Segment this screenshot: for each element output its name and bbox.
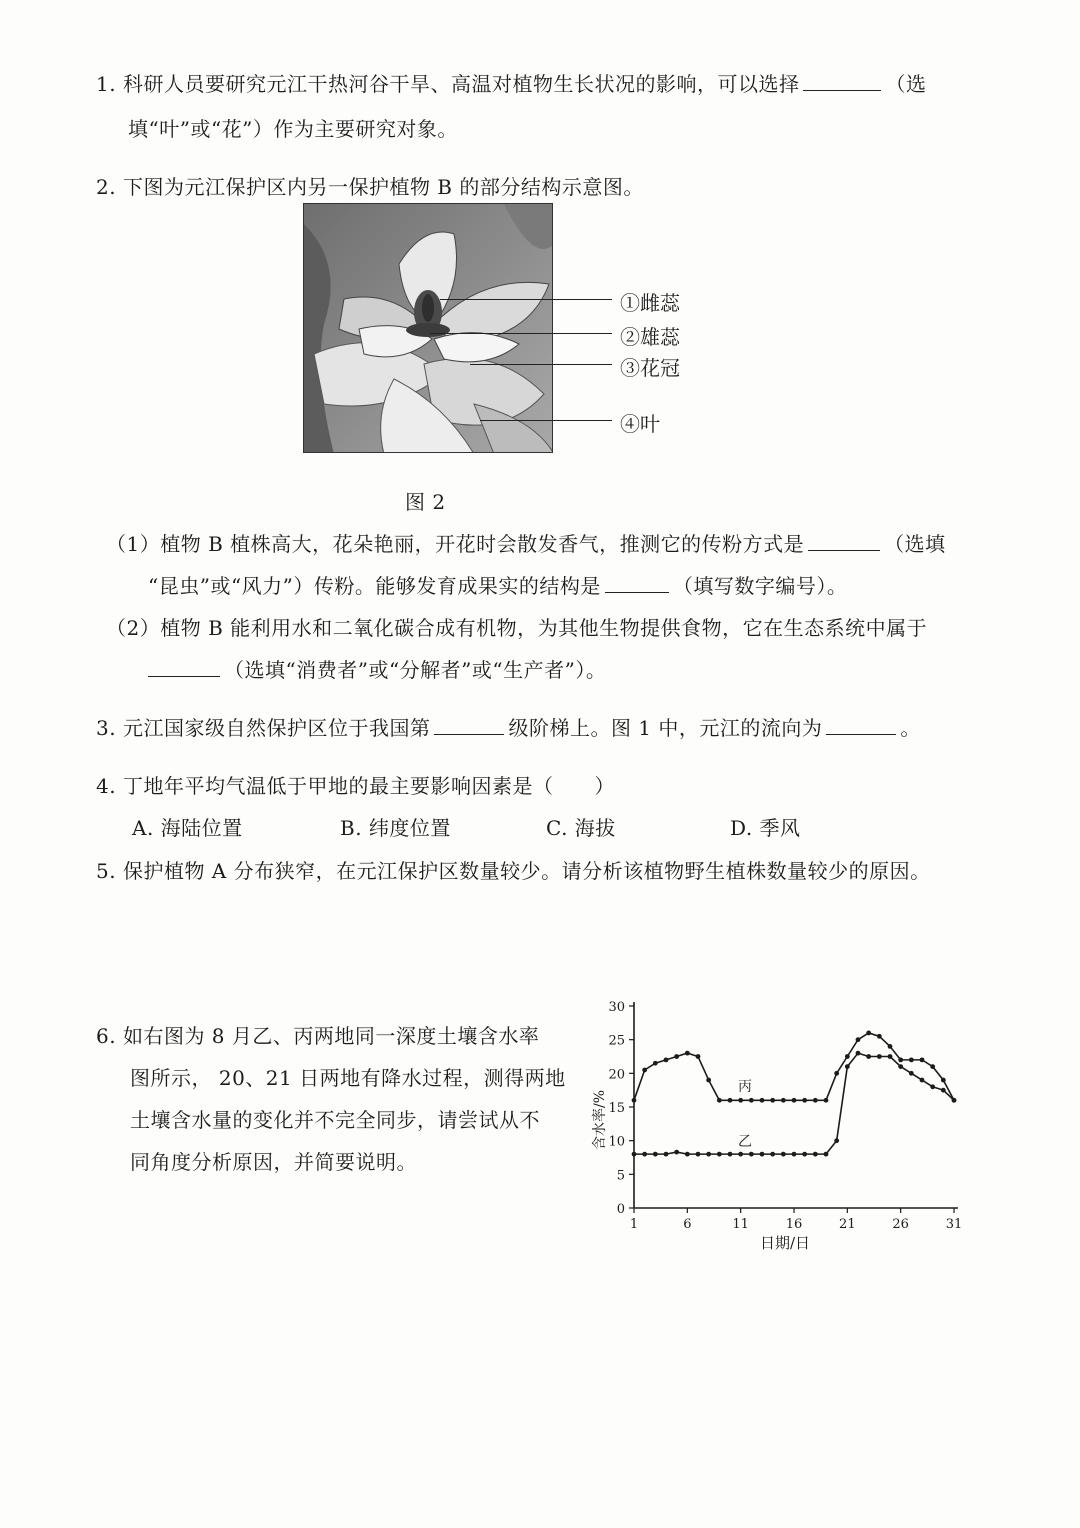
answer-blank[interactable] <box>434 716 504 735</box>
data-point-bing <box>834 1071 839 1076</box>
answer-blank[interactable] <box>808 532 880 551</box>
data-point-bing <box>696 1054 701 1059</box>
q6-line2: 图所示， 20、21 日两地有降水过程，测得两地 <box>130 1066 566 1090</box>
figure-caption: 图 2 <box>405 490 446 514</box>
data-point-yi <box>685 1152 690 1157</box>
data-point-bing <box>909 1057 914 1062</box>
data-point-bing <box>877 1034 882 1039</box>
data-point-bing <box>642 1068 647 1073</box>
x-tick-label: 16 <box>785 1217 803 1232</box>
data-point-bing <box>632 1098 637 1103</box>
q6-line4: 同角度分析原因，并简要说明。 <box>130 1150 417 1174</box>
data-point-yi <box>941 1088 946 1093</box>
data-point-bing <box>664 1057 669 1062</box>
answer-blank[interactable] <box>148 658 220 677</box>
series-line-yi <box>634 1053 954 1154</box>
data-point-bing <box>653 1061 658 1066</box>
data-point-bing <box>706 1078 711 1083</box>
data-point-yi <box>813 1152 818 1157</box>
data-point-bing <box>930 1064 935 1069</box>
q3-line: 3. 元江国家级自然保护区位于我国第 级阶梯上。图 1 中，元江的流向为 。 <box>96 716 921 740</box>
data-point-yi <box>696 1152 701 1157</box>
answer-blank[interactable] <box>826 716 896 735</box>
data-point-bing <box>738 1098 743 1103</box>
q2-sub2-line1: （2）植物 B 能利用水和二氧化碳合成有机物，为其他生物提供食物，它在生态系统中属于 <box>106 616 928 640</box>
q2-sub2-line2: （选填“消费者”或“分解者”或“生产者”）。 <box>148 654 606 683</box>
label-corolla: ③花冠 <box>620 356 680 380</box>
data-point-yi <box>706 1152 711 1157</box>
data-point-yi <box>930 1084 935 1089</box>
data-point-bing <box>792 1098 797 1103</box>
leader-line-leaf <box>480 420 612 421</box>
data-point-yi <box>920 1078 925 1083</box>
data-point-yi <box>845 1064 850 1069</box>
q4-stem: 4. 丁地年平均气温低于甲地的最主要影响因素是（ ） <box>96 774 615 798</box>
y-axis-label: 含水率/% <box>592 1089 608 1151</box>
label-stamen: ②雄蕊 <box>620 325 680 349</box>
soil-moisture-chart <box>578 992 978 1262</box>
q2-sub1-line2: “昆虫”或“风力”）传粉。能够发育成果实的结构是 （填写数字编号）。 <box>148 574 848 598</box>
data-point-yi <box>738 1152 743 1157</box>
y-tick-label: 25 <box>608 1033 625 1049</box>
data-point-bing <box>866 1031 871 1036</box>
data-point-bing <box>845 1054 850 1059</box>
x-tick-label: 26 <box>892 1217 909 1232</box>
series-line-bing <box>634 1033 954 1100</box>
data-point-yi <box>898 1064 903 1069</box>
data-point-bing <box>856 1037 861 1042</box>
data-point-bing <box>749 1098 754 1103</box>
q1-line2: 填“叶”或“花”）作为主要研究对象。 <box>128 117 458 141</box>
q5-text: 5. 保护植物 A 分布狭窄，在元江保护区数量较少。请分析该植物野生植株数量较少的原因。 <box>96 859 931 883</box>
data-point-bing <box>781 1098 786 1103</box>
q4-option-d[interactable]: D. 季风 <box>730 816 801 840</box>
data-point-yi <box>760 1152 765 1157</box>
x-tick-label: 21 <box>839 1217 856 1232</box>
series-label-bing: 丙 <box>738 1079 752 1095</box>
data-point-yi <box>802 1152 807 1157</box>
data-point-yi <box>866 1054 871 1059</box>
data-point-bing <box>674 1054 679 1059</box>
answer-blank[interactable] <box>605 574 669 593</box>
data-point-bing <box>813 1098 818 1103</box>
data-point-yi <box>877 1054 882 1059</box>
data-point-yi <box>856 1051 861 1056</box>
x-tick-label: 11 <box>732 1217 749 1232</box>
data-point-bing <box>760 1098 765 1103</box>
data-point-yi <box>728 1152 733 1157</box>
data-point-bing <box>770 1098 775 1103</box>
q4-option-b[interactable]: B. 纬度位置 <box>340 816 451 840</box>
data-point-bing <box>888 1044 893 1049</box>
data-point-yi <box>888 1054 893 1059</box>
q6-line1: 6. 如右图为 8 月乙、丙两地同一深度土壤含水率 <box>96 1024 540 1048</box>
q2-sub1-line1: （1）植物 B 植株高大，花朵艳丽，开花时会散发香气，推测它的传粉方式是 （选填 <box>106 532 946 556</box>
data-point-yi <box>909 1071 914 1076</box>
data-point-bing <box>824 1098 829 1103</box>
q2-intro: 2. 下图为元江保护区内另一保护植物 B 的部分结构示意图。 <box>96 175 644 199</box>
leader-line-pistil <box>440 299 612 300</box>
flower-illustration <box>304 204 553 453</box>
q1-line1: 1. 科研人员要研究元江干热河谷干旱、高温对植物生长状况的影响，可以选择 （选 <box>96 72 927 96</box>
label-leaf: ④叶 <box>620 412 660 436</box>
y-tick-label: 20 <box>608 1067 625 1083</box>
data-point-bing <box>802 1098 807 1103</box>
data-point-yi <box>952 1098 957 1103</box>
leader-line-corolla <box>470 364 612 365</box>
x-tick-label: 1 <box>629 1217 639 1232</box>
q4-option-a[interactable]: A. 海陆位置 <box>132 816 243 840</box>
x-tick-label: 31 <box>945 1217 963 1232</box>
data-point-bing <box>685 1051 690 1056</box>
data-point-yi <box>749 1152 754 1157</box>
leader-line-stamen <box>430 333 612 334</box>
data-point-yi <box>632 1152 637 1157</box>
data-point-yi <box>717 1152 722 1157</box>
data-point-bing <box>941 1078 946 1083</box>
x-axis-label: 日期/日 <box>759 1234 811 1252</box>
data-point-yi <box>674 1150 679 1155</box>
series-label-yi: 乙 <box>738 1134 752 1150</box>
data-point-bing <box>717 1098 722 1103</box>
y-tick-label: 5 <box>616 1168 625 1184</box>
data-point-yi <box>653 1152 658 1157</box>
q6-line3: 土壤含水量的变化并不完全同步，请尝试从不 <box>130 1108 540 1132</box>
y-tick-label: 0 <box>616 1202 625 1217</box>
data-point-yi <box>781 1152 786 1157</box>
data-point-bing <box>920 1057 925 1062</box>
q4-option-c[interactable]: C. 海拔 <box>546 816 616 840</box>
data-point-yi <box>770 1152 775 1157</box>
label-pistil: ①雌蕊 <box>620 291 680 315</box>
data-point-yi <box>834 1138 839 1143</box>
y-tick-label: 30 <box>608 1000 625 1015</box>
soil-moisture-chart-svg <box>578 992 978 1262</box>
data-point-bing <box>898 1057 903 1062</box>
y-tick-label: 15 <box>608 1101 625 1116</box>
y-tick-label: 10 <box>608 1134 625 1150</box>
flower-figure <box>303 203 553 453</box>
answer-blank[interactable] <box>803 72 881 91</box>
data-point-yi <box>664 1152 669 1157</box>
data-point-bing <box>728 1098 733 1103</box>
data-point-yi <box>642 1152 647 1157</box>
data-point-yi <box>824 1152 829 1157</box>
data-point-yi <box>792 1152 797 1157</box>
x-tick-label: 6 <box>683 1217 692 1232</box>
